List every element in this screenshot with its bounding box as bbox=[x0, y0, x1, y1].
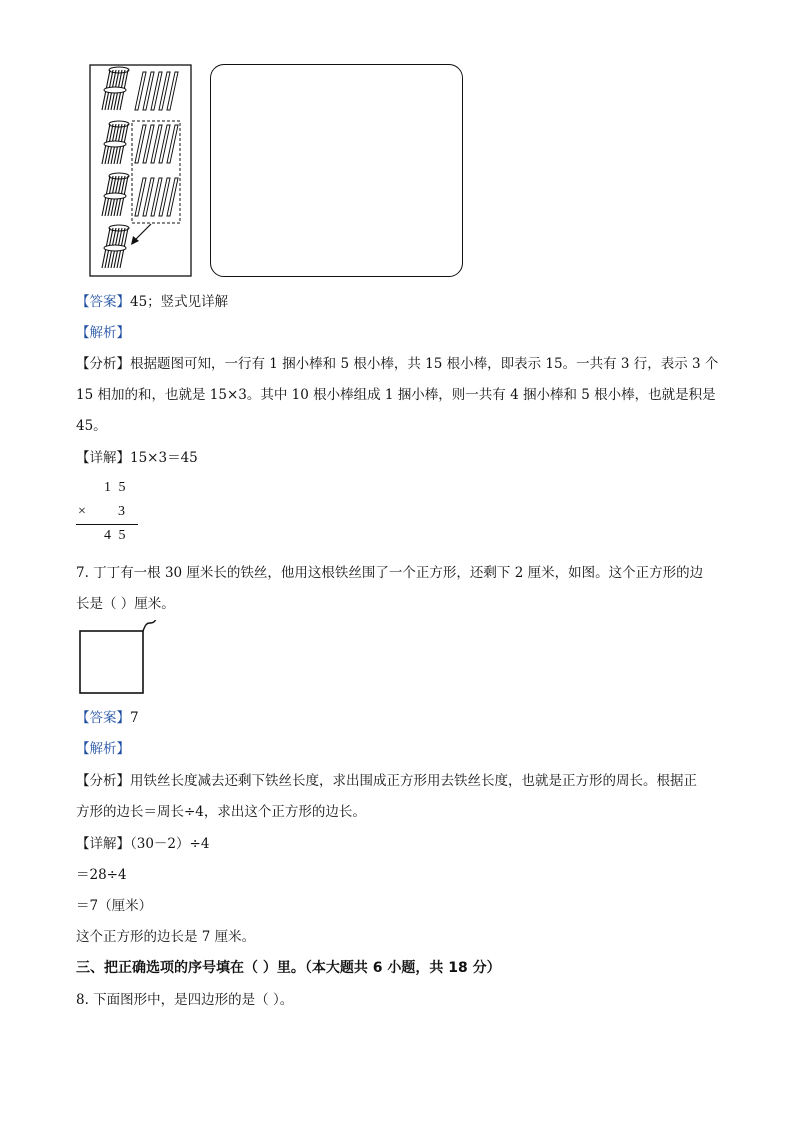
q7-xiangjie bbox=[76, 834, 209, 854]
answer-text: 7 bbox=[130, 710, 139, 726]
vertical-op: × bbox=[78, 504, 88, 519]
q7-question-line1: 7. 丁丁有一根 30 厘米长的铁丝，他用这根铁丝围了一个正方形，还剩下 2 厘米，如图。这个正方形的边 bbox=[76, 565, 704, 581]
fenxi-tag: 【分析】 bbox=[76, 356, 130, 372]
answer-tag: 【答案】 bbox=[76, 294, 130, 310]
stick-bundle bbox=[102, 225, 129, 268]
q6-answer bbox=[76, 292, 228, 312]
loose-sticks bbox=[135, 72, 178, 110]
section-heading: 三、把正确选项的序号填在（ ）里。（本大题共 6 小题，共 18 分） bbox=[76, 960, 501, 976]
xiangjie-text: 15×3＝45 bbox=[130, 450, 198, 466]
fenxi-text: 用铁丝长度减去还剩下铁丝长度，求出围成正方形用去铁丝长度，也就是正方形的周长。根据正 bbox=[130, 773, 697, 789]
q7-analysis-tag bbox=[76, 739, 130, 759]
xiangjie-tag: 【详解】 bbox=[76, 450, 130, 466]
q7-step1: ＝28÷4 bbox=[76, 867, 127, 883]
fenxi-tag: 【分析】 bbox=[76, 773, 130, 789]
analysis-tag: 【解析】 bbox=[76, 325, 130, 341]
arrow-line bbox=[134, 224, 151, 241]
stick-bundle bbox=[102, 173, 129, 216]
stick-bundle bbox=[102, 67, 129, 110]
loose-sticks bbox=[135, 125, 178, 163]
sticks-figure bbox=[89, 64, 193, 278]
vertical-top: 1 5 bbox=[104, 480, 128, 495]
answer-text: 45；竖式见详解 bbox=[130, 294, 229, 310]
q7-question-line2: 长是（ ）厘米。 bbox=[76, 596, 175, 612]
q7-conclusion: 这个正方形的边长是 7 厘米。 bbox=[76, 929, 256, 945]
answer-tag: 【答案】 bbox=[76, 710, 130, 726]
stick-bundle bbox=[102, 121, 129, 164]
q6-fenxi-line1 bbox=[76, 354, 718, 374]
analysis-tag: 【解析】 bbox=[76, 741, 130, 757]
vertical-result: 4 5 bbox=[104, 528, 128, 543]
q6-fenxi-line2: 15 相加的和，也就是 15×3。其中 10 根小棒组成 1 捆小棒，则一共有 4 捆小棒和 5 根小棒，也就是积是 bbox=[76, 387, 716, 403]
q6-fenxi-line3: 45。 bbox=[76, 418, 107, 434]
wire-tail bbox=[143, 620, 156, 631]
xiangjie-tag: 【详解】 bbox=[76, 836, 130, 852]
q7-fenxi-line2: 方形的边长＝周长÷4，求出这个正方形的边长。 bbox=[76, 804, 366, 820]
q7-step2: ＝7（厘米） bbox=[76, 898, 153, 914]
q8-question: 8. 下面图形中，是四边形的是（ ）。 bbox=[76, 992, 294, 1008]
answer-box bbox=[210, 64, 463, 277]
loose-sticks bbox=[135, 178, 178, 216]
xiangjie-text: （30－2）÷4 bbox=[130, 836, 210, 852]
wire-square-figure bbox=[76, 620, 160, 698]
q7-answer bbox=[76, 708, 139, 728]
vertical-mult: 3 bbox=[118, 504, 127, 519]
fenxi-text: 根据题图可知，一行有 1 捆小棒和 5 根小棒，共 15 根小棒，即表示 15。一共有 3 行，表示 3 个 bbox=[130, 356, 719, 372]
q6-xiangjie bbox=[76, 448, 198, 468]
vertical-rule bbox=[76, 524, 138, 525]
q7-fenxi-line1 bbox=[76, 771, 697, 791]
q6-analysis-tag bbox=[76, 323, 130, 343]
